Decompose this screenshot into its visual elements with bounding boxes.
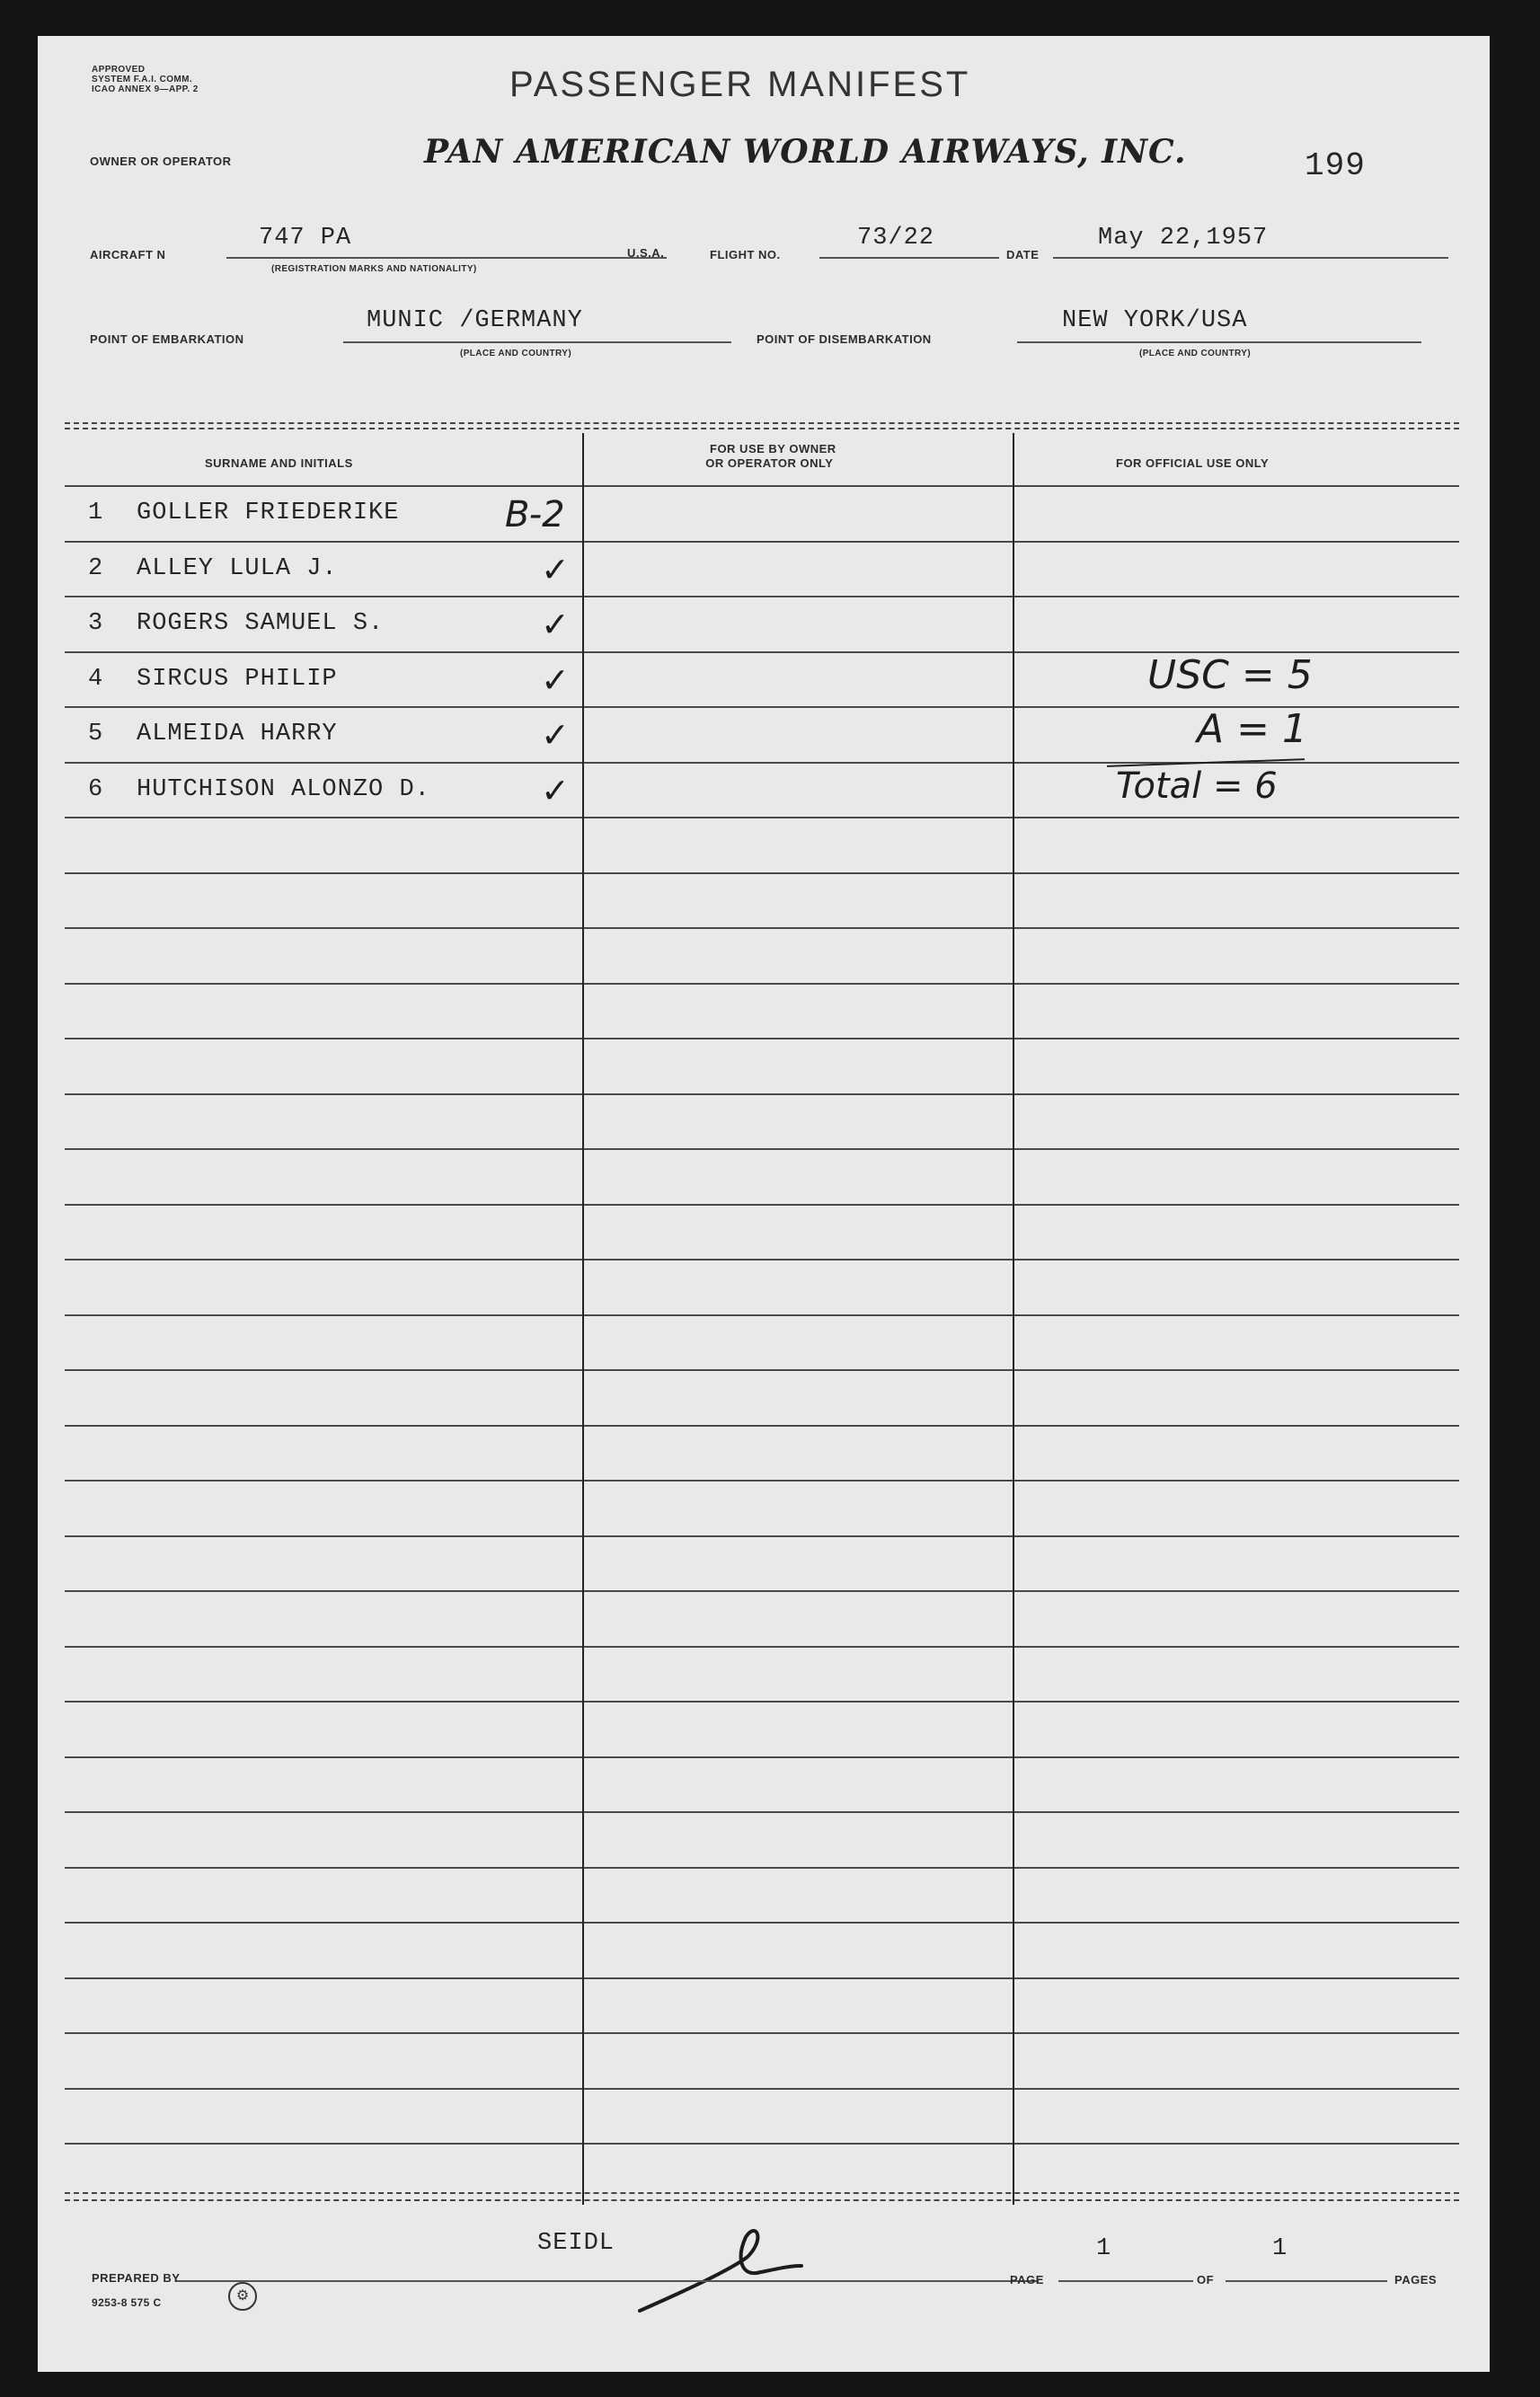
row-line	[1014, 596, 1459, 597]
row-line	[1014, 1756, 1459, 1758]
disembark-label: POINT OF DISEMBARKATION	[757, 332, 932, 346]
row-line	[584, 1701, 1013, 1703]
row-line	[65, 1204, 582, 1206]
row-line	[1014, 1535, 1459, 1537]
passenger-name: HUTCHISON ALONZO D.	[137, 776, 430, 803]
row-line	[584, 706, 1013, 708]
passenger-name: ALMEIDA HARRY	[137, 721, 338, 747]
row-line	[65, 1480, 582, 1482]
row-line	[1014, 2143, 1459, 2145]
row-line	[65, 651, 582, 653]
row-line	[65, 1369, 582, 1371]
row-line	[1014, 1093, 1459, 1095]
embark-label: POINT OF EMBARKATION	[90, 332, 244, 346]
checkmark: ✓	[541, 605, 570, 644]
row-line	[1014, 872, 1459, 874]
date-label: DATE	[1006, 248, 1040, 261]
usa-label: U.S.A.	[627, 246, 665, 260]
row-line	[65, 1646, 582, 1648]
official-note-alien: A = 1	[1197, 706, 1307, 752]
date-value: May 22,1957	[1098, 225, 1269, 252]
row-line	[1014, 2088, 1459, 2090]
row-line	[1014, 1038, 1459, 1039]
row-line	[584, 1093, 1013, 1095]
row-line	[584, 983, 1013, 985]
passenger-name: GOLLER FRIEDERIKE	[137, 500, 400, 526]
row-line	[584, 541, 1013, 543]
row-line	[65, 927, 582, 929]
form-number: 9253-8 575 C	[92, 2296, 162, 2309]
row-line	[584, 1811, 1013, 1813]
row-line	[65, 485, 582, 487]
row-line	[1014, 1480, 1459, 1482]
row-line	[584, 1204, 1013, 1206]
row-line	[65, 2032, 582, 2034]
row-line	[65, 762, 582, 764]
approval-line: ICAO ANNEX 9—APP. 2	[92, 84, 199, 94]
row-line	[1014, 1646, 1459, 1648]
passenger-number: 3	[88, 610, 104, 637]
row-line	[584, 1535, 1013, 1537]
row-line	[584, 1480, 1013, 1482]
row-line	[584, 2088, 1013, 2090]
page-value: 1	[1096, 2235, 1112, 2262]
row-line	[1014, 1148, 1459, 1150]
row-line	[65, 1535, 582, 1537]
row-line	[1014, 1204, 1459, 1206]
row-line	[1014, 1425, 1459, 1427]
row-line	[65, 1590, 582, 1592]
row-line	[584, 1425, 1013, 1427]
row-line	[1014, 1977, 1459, 1979]
owner-label: OWNER OR OPERATOR	[90, 155, 232, 168]
flight-value: 73/22	[857, 225, 935, 252]
row-line	[1014, 817, 1459, 818]
row-line	[584, 817, 1013, 818]
owner-name: PAN AMERICAN WORLD AIRWAYS, INC.	[424, 133, 1187, 171]
row-line	[584, 1756, 1013, 1758]
row-line	[1014, 2032, 1459, 2034]
row-line	[584, 872, 1013, 874]
checkmark: B-2	[505, 494, 565, 535]
row-line	[584, 762, 1013, 764]
row-line	[584, 1646, 1013, 1648]
passenger-name: ROGERS SAMUEL S.	[137, 610, 385, 637]
prepared-by-value: SEIDL	[537, 2230, 615, 2257]
row-line	[65, 1093, 582, 1095]
row-line	[65, 1038, 582, 1039]
passenger-name: SIRCUS PHILIP	[137, 666, 338, 693]
row-line	[65, 1756, 582, 1758]
row-line	[584, 596, 1013, 597]
aircraft-label: AIRCRAFT N	[90, 248, 166, 261]
checkmark: ✓	[541, 715, 570, 755]
aircraft-value: 747 PA	[259, 225, 352, 252]
row-line	[65, 1922, 582, 1924]
row-line	[584, 2143, 1013, 2145]
row-line	[1014, 1922, 1459, 1924]
flight-label: FLIGHT NO.	[710, 248, 781, 261]
column-header-owner-line: OR OPERATOR ONLY	[705, 456, 834, 470]
row-line	[65, 541, 582, 543]
row-line	[1014, 927, 1459, 929]
row-line	[1014, 1811, 1459, 1813]
signature-icon	[631, 2185, 846, 2320]
row-line	[65, 1259, 582, 1260]
row-line	[1014, 541, 1459, 543]
embark-value: MUNIC /GERMANY	[367, 307, 583, 334]
official-note-total: Total = 6	[1116, 765, 1278, 807]
passenger-number: 4	[88, 666, 104, 693]
row-line	[1014, 1867, 1459, 1869]
checkmark: ✓	[541, 550, 570, 589]
passenger-name: ALLEY LULA J.	[137, 555, 338, 582]
row-line	[1014, 1590, 1459, 1592]
approval-line: SYSTEM F.A.I. COMM.	[92, 75, 193, 84]
row-line	[65, 2088, 582, 2090]
row-line	[584, 927, 1013, 929]
row-line	[584, 1259, 1013, 1260]
passenger-number: 1	[88, 500, 104, 526]
row-line	[584, 1314, 1013, 1316]
column-header-owner-use	[703, 442, 836, 471]
row-line	[65, 1425, 582, 1427]
row-line	[584, 2032, 1013, 2034]
row-line	[584, 1922, 1013, 1924]
column-header-owner-line: FOR USE BY OWNER	[710, 442, 836, 456]
passenger-number: 2	[88, 555, 104, 582]
row-line	[1014, 1259, 1459, 1260]
page-stamp: 199	[1305, 147, 1366, 184]
row-line	[584, 1369, 1013, 1371]
passenger-number: 5	[88, 721, 104, 747]
row-line	[65, 1867, 582, 1869]
row-line	[65, 817, 582, 818]
of-value: 1	[1272, 2235, 1288, 2262]
disembark-sublabel: (PLACE AND COUNTRY)	[1139, 349, 1252, 358]
row-line	[1014, 1701, 1459, 1703]
row-line	[584, 485, 1013, 487]
row-line	[65, 596, 582, 597]
row-line	[65, 1148, 582, 1150]
row-line	[584, 1038, 1013, 1039]
row-line	[584, 1148, 1013, 1150]
row-line	[584, 1867, 1013, 1869]
pages-label: PAGES	[1394, 2273, 1438, 2286]
row-line	[1014, 1314, 1459, 1316]
row-line	[65, 706, 582, 708]
row-line	[1014, 983, 1459, 985]
form-title: PASSENGER MANIFEST	[509, 65, 971, 104]
row-line	[65, 983, 582, 985]
checkmark: ✓	[541, 660, 570, 700]
official-note-usc: USC = 5	[1147, 652, 1313, 698]
row-line	[65, 2143, 582, 2145]
row-line	[65, 1314, 582, 1316]
row-line	[65, 1811, 582, 1813]
row-line	[1014, 1369, 1459, 1371]
column-header-surname: SURNAME AND INITIALS	[205, 456, 353, 470]
prepared-by-label: PREPARED BY	[92, 2271, 181, 2285]
row-line	[65, 1701, 582, 1703]
passenger-number: 6	[88, 776, 104, 803]
union-seal-icon: ⚙	[228, 2282, 257, 2311]
page-label: PAGE	[1010, 2273, 1044, 2286]
embark-sublabel: (PLACE AND COUNTRY)	[460, 349, 572, 358]
manifest-sheet	[38, 36, 1490, 2372]
approval-block	[92, 65, 199, 94]
of-label: OF	[1197, 2273, 1215, 2286]
approval-line: APPROVED	[92, 65, 146, 75]
row-line	[584, 1977, 1013, 1979]
aircraft-sublabel: (REGISTRATION MARKS AND NATIONALITY)	[271, 264, 477, 274]
row-line	[1014, 485, 1459, 487]
column-header-official: FOR OFFICIAL USE ONLY	[1116, 456, 1270, 470]
disembark-value: NEW YORK/USA	[1062, 307, 1248, 334]
row-line	[65, 872, 582, 874]
checkmark: ✓	[541, 771, 570, 810]
row-line	[65, 1977, 582, 1979]
row-line	[584, 1590, 1013, 1592]
row-line	[584, 651, 1013, 653]
